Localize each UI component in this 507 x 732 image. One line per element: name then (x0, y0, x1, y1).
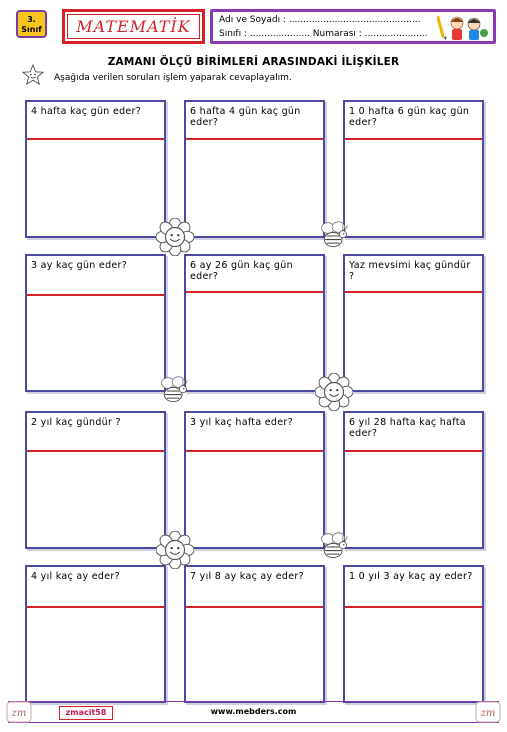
footer-url[interactable]: www.mebders.com (210, 707, 297, 716)
children-illustration-icon (437, 14, 489, 41)
instruction-text: Aşağıda verilen soruları işlem yaparak cevaplayalım. (54, 73, 292, 83)
answer-area[interactable] (186, 452, 323, 547)
answer-area[interactable] (345, 452, 482, 547)
question-box[interactable] (343, 254, 484, 392)
question-text: 1 0 yıl 3 ay kaç ay eder? (349, 571, 473, 582)
answer-area[interactable] (27, 140, 164, 236)
question-text: 4 hafta kaç gün eder? (31, 106, 142, 117)
bee-icon (316, 220, 352, 256)
question-text: 2 yıl kaç gündür ? (31, 417, 121, 428)
answer-area[interactable] (186, 293, 323, 390)
question-text: 3 ay kaç gün eder? (31, 260, 128, 271)
grade-label: Sınıf (21, 25, 42, 34)
student-info-box (210, 9, 496, 44)
question-box[interactable] (25, 254, 166, 392)
grade-badge (16, 10, 47, 38)
question-box[interactable] (184, 411, 325, 549)
question-box[interactable] (343, 411, 484, 549)
question-text: 6 hafta 4 gün kaç gün eder? (190, 106, 301, 128)
question-box[interactable] (343, 100, 484, 238)
question-box[interactable] (343, 565, 484, 703)
subject-title-text: MATEMATİK (76, 17, 191, 36)
footer (8, 701, 499, 723)
answer-area[interactable] (345, 140, 482, 236)
answer-area[interactable] (345, 293, 482, 390)
smiling-flower-icon (156, 218, 194, 260)
answer-area[interactable] (27, 452, 164, 547)
answer-area[interactable] (345, 608, 482, 701)
question-text: 7 yıl 8 ay kaç ay eder? (190, 571, 304, 582)
smiling-star-icon (22, 64, 44, 86)
question-box[interactable] (25, 100, 166, 238)
question-text: Yaz mevsimi kaç gündür ? (349, 260, 471, 282)
question-text: 6 yıl 28 hafta kaç hafta eder? (349, 417, 466, 439)
class-number-field[interactable]: Sınıfı : ..................... Numarası : ...................... (219, 29, 428, 39)
question-text: 3 yıl kaç hafta eder? (190, 417, 293, 428)
question-box[interactable] (184, 100, 325, 238)
bee-icon (316, 531, 352, 567)
svg-text:zm: zm (11, 708, 27, 719)
question-text: 4 yıl kaç ay eder? (31, 571, 120, 582)
worksheet-title: ZAMANI ÖLÇÜ BİRİMLERİ ARASINDAKİ İLİŞKİLER (107, 56, 400, 68)
question-text: 1 0 hafta 6 gün kaç gün eder? (349, 106, 470, 128)
smiling-flower-icon (315, 373, 353, 415)
bee-icon (156, 375, 192, 411)
footer-code: zmacit58 (59, 706, 113, 720)
question-box[interactable] (25, 565, 166, 703)
question-text: 6 ay 26 gün kaç gün eder? (190, 260, 293, 282)
svg-text:zm: zm (480, 708, 496, 719)
answer-area[interactable] (27, 608, 164, 701)
grade-number: 3. (27, 15, 36, 24)
smiling-flower-icon (156, 531, 194, 573)
question-box[interactable] (25, 411, 166, 549)
answer-area[interactable] (186, 140, 323, 236)
answer-area[interactable] (27, 296, 164, 390)
answer-area[interactable] (186, 608, 323, 701)
zm-logo-right (474, 700, 502, 724)
question-box[interactable] (184, 565, 325, 703)
question-box[interactable] (184, 254, 325, 392)
subject-title (62, 9, 205, 44)
name-field[interactable]: Adı ve Soyadı : .............................................. (219, 15, 421, 25)
